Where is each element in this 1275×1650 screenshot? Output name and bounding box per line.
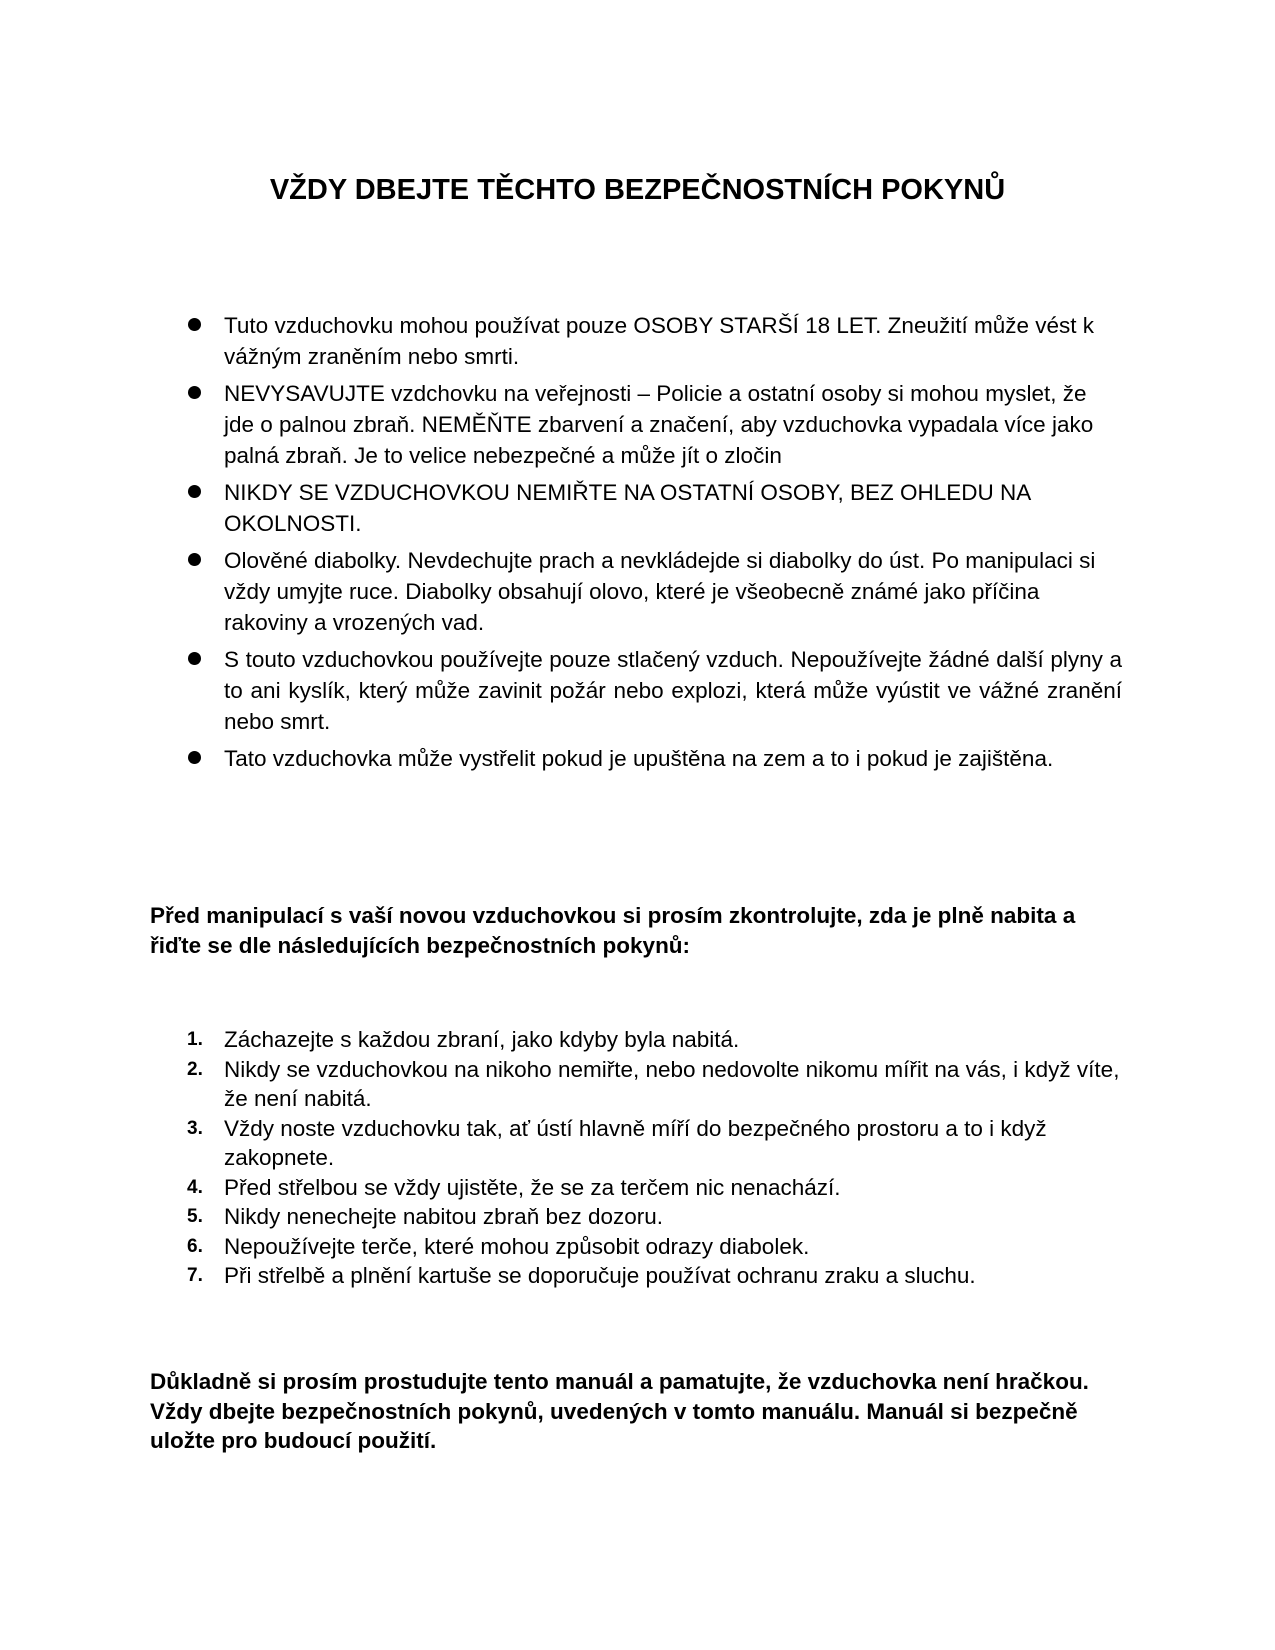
- step-item: [187, 1055, 1122, 1114]
- step-text: Nikdy nenechejte nabitou zbraň bez dozoru.: [224, 1204, 664, 1229]
- safety-warnings-list: [187, 310, 1122, 780]
- step-number: 2.: [187, 1058, 203, 1080]
- warning-text: NEVYSAVUJTE vzdchovku na veřejnosti – Policie a ostatní osoby si mohou myslet, že jde o palnou zbraň. NEMĚŇTE zbarvení a značení, aby vzduchovka vypadala více jako palná zbraň. Je to velice nebezpečné a může jít o zločin: [224, 381, 1094, 468]
- warning-text: S touto vzduchovkou používejte pouze stlačený vzduch. Nepoužívejte žádné další plyny a to ani kyslík, který může zavinit požár nebo explozi, která může vyústit ve vážné zranění nebo smrt.: [224, 647, 1122, 734]
- bullet-dot-icon: [188, 652, 201, 665]
- step-item: [187, 1261, 1122, 1291]
- step-item: [187, 1114, 1122, 1173]
- step-item: [187, 1202, 1122, 1232]
- warning-text: Olověné diabolky. Nevdechujte prach a nevkládejde si diabolky do úst. Po manipulaci si vždy umyjte ruce. Diabolky obsahují olovo, které je všeobecně známé jako příčina rakoviny a vrozených vad.: [224, 548, 1096, 635]
- step-number: 7.: [187, 1265, 203, 1286]
- step-text: Vždy noste vzduchovku tak, ať ústí hlavně míří do bezpečného prostoru a to i když zakopnete.: [224, 1115, 1047, 1170]
- warning-text: Tuto vzduchovku mohou používat pouze OSOBY STARŠÍ 18 LET. Zneužití může vést k vážným zraněním nebo smrti.: [224, 313, 1095, 369]
- warning-item: [187, 477, 1122, 539]
- step-text: Záchazejte s každou zbraní, jako kdyby byla nabitá.: [224, 1027, 740, 1052]
- step-item: [187, 1025, 1122, 1055]
- warning-text: Tato vzduchovka může vystřelit pokud je upuštěna na zem a to i pokud je zajištěna.: [224, 746, 1054, 771]
- step-item: [187, 1173, 1122, 1203]
- intro-paragraph: Před manipulací s vaší novou vzduchovkou si prosím zkontrolujte, zda je plně nabita a řiďte se dle následujících bezpečnostních pokynů:: [150, 903, 1076, 958]
- step-number: 3.: [187, 1117, 203, 1139]
- bullet-dot-icon: [188, 751, 201, 764]
- step-text: Nepoužívejte terče, které mohou způsobit odrazy diabolek.: [224, 1233, 810, 1259]
- step-text: Při střelbě a plnění kartuše se doporučuje používat ochranu zraku a sluchu.: [224, 1263, 976, 1288]
- step-number: 5.: [187, 1206, 203, 1227]
- bullet-dot-icon: [188, 553, 201, 566]
- step-item: [187, 1232, 1122, 1262]
- step-number: 1.: [187, 1029, 203, 1050]
- step-number: 4.: [187, 1176, 203, 1198]
- safety-steps-list: [187, 1025, 1122, 1291]
- step-number: 6.: [187, 1235, 203, 1257]
- bullet-dot-icon: [188, 386, 201, 399]
- bullet-dot-icon: [188, 318, 201, 331]
- warning-item: [187, 743, 1122, 774]
- page-title: VŽDY DBEJTE TĚCHTO BEZPEČNOSTNÍCH POKYNŮ: [269, 174, 1006, 206]
- closing-paragraph: Důkladně si prosím prostudujte tento manuál a pamatujte, že vzduchovka není hračkou. Vždy dbejte bezpečnostních pokynů, uvedených v tomto manuálu. Manuál si bezpečně uložte pro budoucí použití.: [150, 1369, 1089, 1453]
- warning-item: [187, 310, 1122, 372]
- warning-item: [187, 378, 1122, 471]
- warning-text: NIKDY SE VZDUCHOVKOU NEMIŘTE NA OSTATNÍ OSOBY, BEZ OHLEDU NA OKOLNOSTI.: [224, 480, 1030, 536]
- warning-item: [187, 545, 1122, 638]
- warning-item: [187, 644, 1122, 737]
- step-text: Nikdy se vzduchovkou na nikoho nemiřte, nebo nedovolte nikomu mířit na vás, i když víte, že není nabitá.: [224, 1056, 1120, 1111]
- bullet-dot-icon: [188, 485, 201, 498]
- step-text: Před střelbou se vždy ujistěte, že se za terčem nic nenachází.: [224, 1174, 841, 1200]
